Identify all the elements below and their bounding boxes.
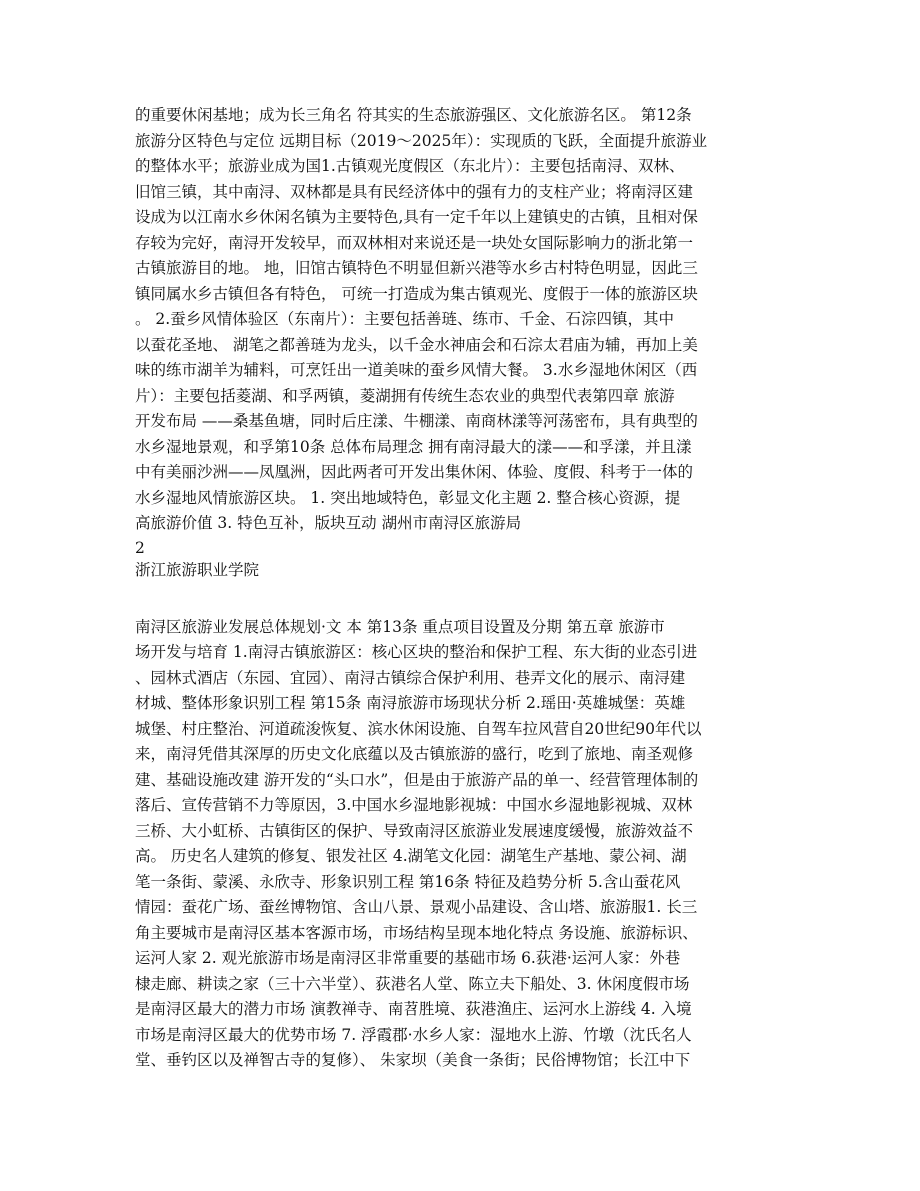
- paragraph-section-1: [135, 103, 785, 537]
- organization-name: 浙江旅游职业学院: [135, 560, 260, 579]
- text-line: 旅游分区特色与定位 远期目标（2019～2025年）：实现质的飞跃，全面提升旅游业: [135, 131, 708, 150]
- text-line: 场开发与培育 1.南浔古镇旅游区：核心区块的整治和保护工程、东大街的业态引进: [135, 643, 698, 661]
- text-line: 水乡湿地风情旅游区块。 1. 突出地域特色，彰显文化主题 2. 整合核心资源，提: [135, 488, 681, 507]
- text-line: 镇同属水乡古镇但各有特色， 可统一打造成为集古镇观光、度假于一体的旅游区块: [135, 284, 698, 303]
- text-line: 市场是南浔区最大的优势市场 7. 浮霞郡·水乡人家：湿地水上游、竹墩（沈氏名人: [135, 1025, 692, 1044]
- text-line: 三桥、大小虹桥、古镇街区的保护、导致南浔区旅游业发展速度缓慢，旅游效益不: [135, 821, 694, 840]
- text-line: 建、基础设施改建 游开发的“头口水”，但是由于旅游产品的单一、经营管理体制的: [135, 770, 699, 789]
- text-line: 笔一条街、蒙溪、永欣寺、形象识别工程 第16条 特征及趋势分析 5.含山蚕花风: [135, 872, 681, 891]
- text-line: 水乡湿地景观，和孚第10条 总体布局理念 拥有南浔最大的漾——和孚漾，并且漾: [135, 437, 692, 456]
- text-line: 来，南浔凭借其深厚的历史文化底蕴以及古镇旅游的盛行，吃到了旅地、南圣观修: [135, 745, 694, 763]
- text-line: 角主要城市是南浔区基本客源市场，市场结构呈现本地化特点 务设施、旅游标识、: [135, 923, 698, 942]
- text-line: 。 2.蚕乡风情体验区（东南片）：主要包括善琏、练市、千金、石淙四镇，其中: [135, 310, 674, 328]
- text-line: 高。 历史名人建筑的修复、银发社区 4.湖笔文化园：湖笔生产基地、蒙公祠、湖: [135, 847, 687, 865]
- text-line: 、园林式酒店（东园、宜园）、南浔古镇综合保护利用、巷弄文化的展示、南浔建: [135, 668, 686, 687]
- text-line: 设成为以江南水乡休闲名镇为主要特色,具有一定千年以上建镇史的古镇，且相对保: [135, 208, 698, 226]
- text-line: 的重要休闲基地；成为长三角名 符其实的生态旅游强区、文化旅游名区。 第12条: [135, 106, 692, 124]
- text-line: 古镇旅游目的地。 地，旧馆古镇特色不明显但新兴港等水乡古村特色明显，因此三: [135, 259, 698, 277]
- text-line: 材城、整体形象识别工程 第15条 南浔旅游市场现状分析 2.瑶田·英雄城堡：英雄: [135, 694, 686, 712]
- text-line: 片）：主要包括菱湖、和孚两镇，菱湖拥有传统生态农业的典型代表第四章 旅游: [135, 386, 675, 405]
- text-line: 中有美丽沙洲——凤凰洲，因此两者可开发出集休闲、体验、度假、科考于一体的: [135, 463, 694, 481]
- text-line: 堂、垂钓区以及禅智古寺的复修）、 朱家坝（美食一条街；民俗博物馆；长江中下: [135, 1051, 691, 1069]
- text-line: 开发布局 ——桑基鱼塘，同时后庄漾、牛棚漾、南商林漾等河荡密布，具有典型的: [135, 412, 698, 430]
- text-line: 味的练市湖羊为辅料，可烹饪出一道美味的蚕乡风情大餐。 3.水乡湿地休闲区（西: [135, 361, 698, 379]
- text-line: 旧馆三镇，其中南浔、双林都是具有民经济体中的强有力的支柱产业；将南浔区建: [135, 182, 694, 201]
- text-line: 是南浔区最大的潜力市场 演教禅寺、南苕胜境、荻港渔庄、运河水上游线 4. 入境: [135, 1000, 692, 1018]
- page-number: 2: [135, 538, 145, 557]
- text-line: 存较为完好，南浔开发较早，而双林相对来说还是一块处女国际影响力的浙北第一: [135, 233, 694, 252]
- text-line: 高旅游价值 3. 特色互补，版块互动 湖州市南浔区旅游局: [135, 514, 522, 532]
- document-page: [135, 103, 785, 1074]
- text-line: 棣走廊、耕读之家（三十六半堂）、荻港名人堂、陈立夫下船处、3. 休闲度假市场: [135, 974, 690, 993]
- text-line: 运河人家 2. 观光旅游市场是南浔区非常重要的基础市场 6.荻港·运河人家：外巷: [135, 949, 681, 967]
- paragraph-section-2: [135, 615, 785, 1074]
- text-line: 的整体水平；旅游业成为国1.古镇观光度假区（东北片）：主要包括南浔、双林、: [135, 157, 685, 175]
- text-line: 以蚕花圣地、 湖笔之都善琏为龙头，以千金水神庙会和石淙太君庙为辅，再加上美: [135, 335, 698, 354]
- text-line: 落后、宣传营销不力等原因，3.中国水乡湿地影视城：中国水乡湿地影视城、双林: [135, 796, 693, 814]
- text-line: 城堡、村庄整治、河道疏浚恢复、滨水休闲设施、自驾车拉风营自20世纪90年代以: [135, 719, 702, 738]
- text-line: 情园：蚕花广场、蚕丝博物馆、含山八景、景观小品建设、含山塔、旅游服1. 长三: [135, 898, 698, 916]
- text-line: 南浔区旅游业发展总体规划·文 本 第13条 重点项目设置及分期 第五章 旅游市: [135, 617, 665, 636]
